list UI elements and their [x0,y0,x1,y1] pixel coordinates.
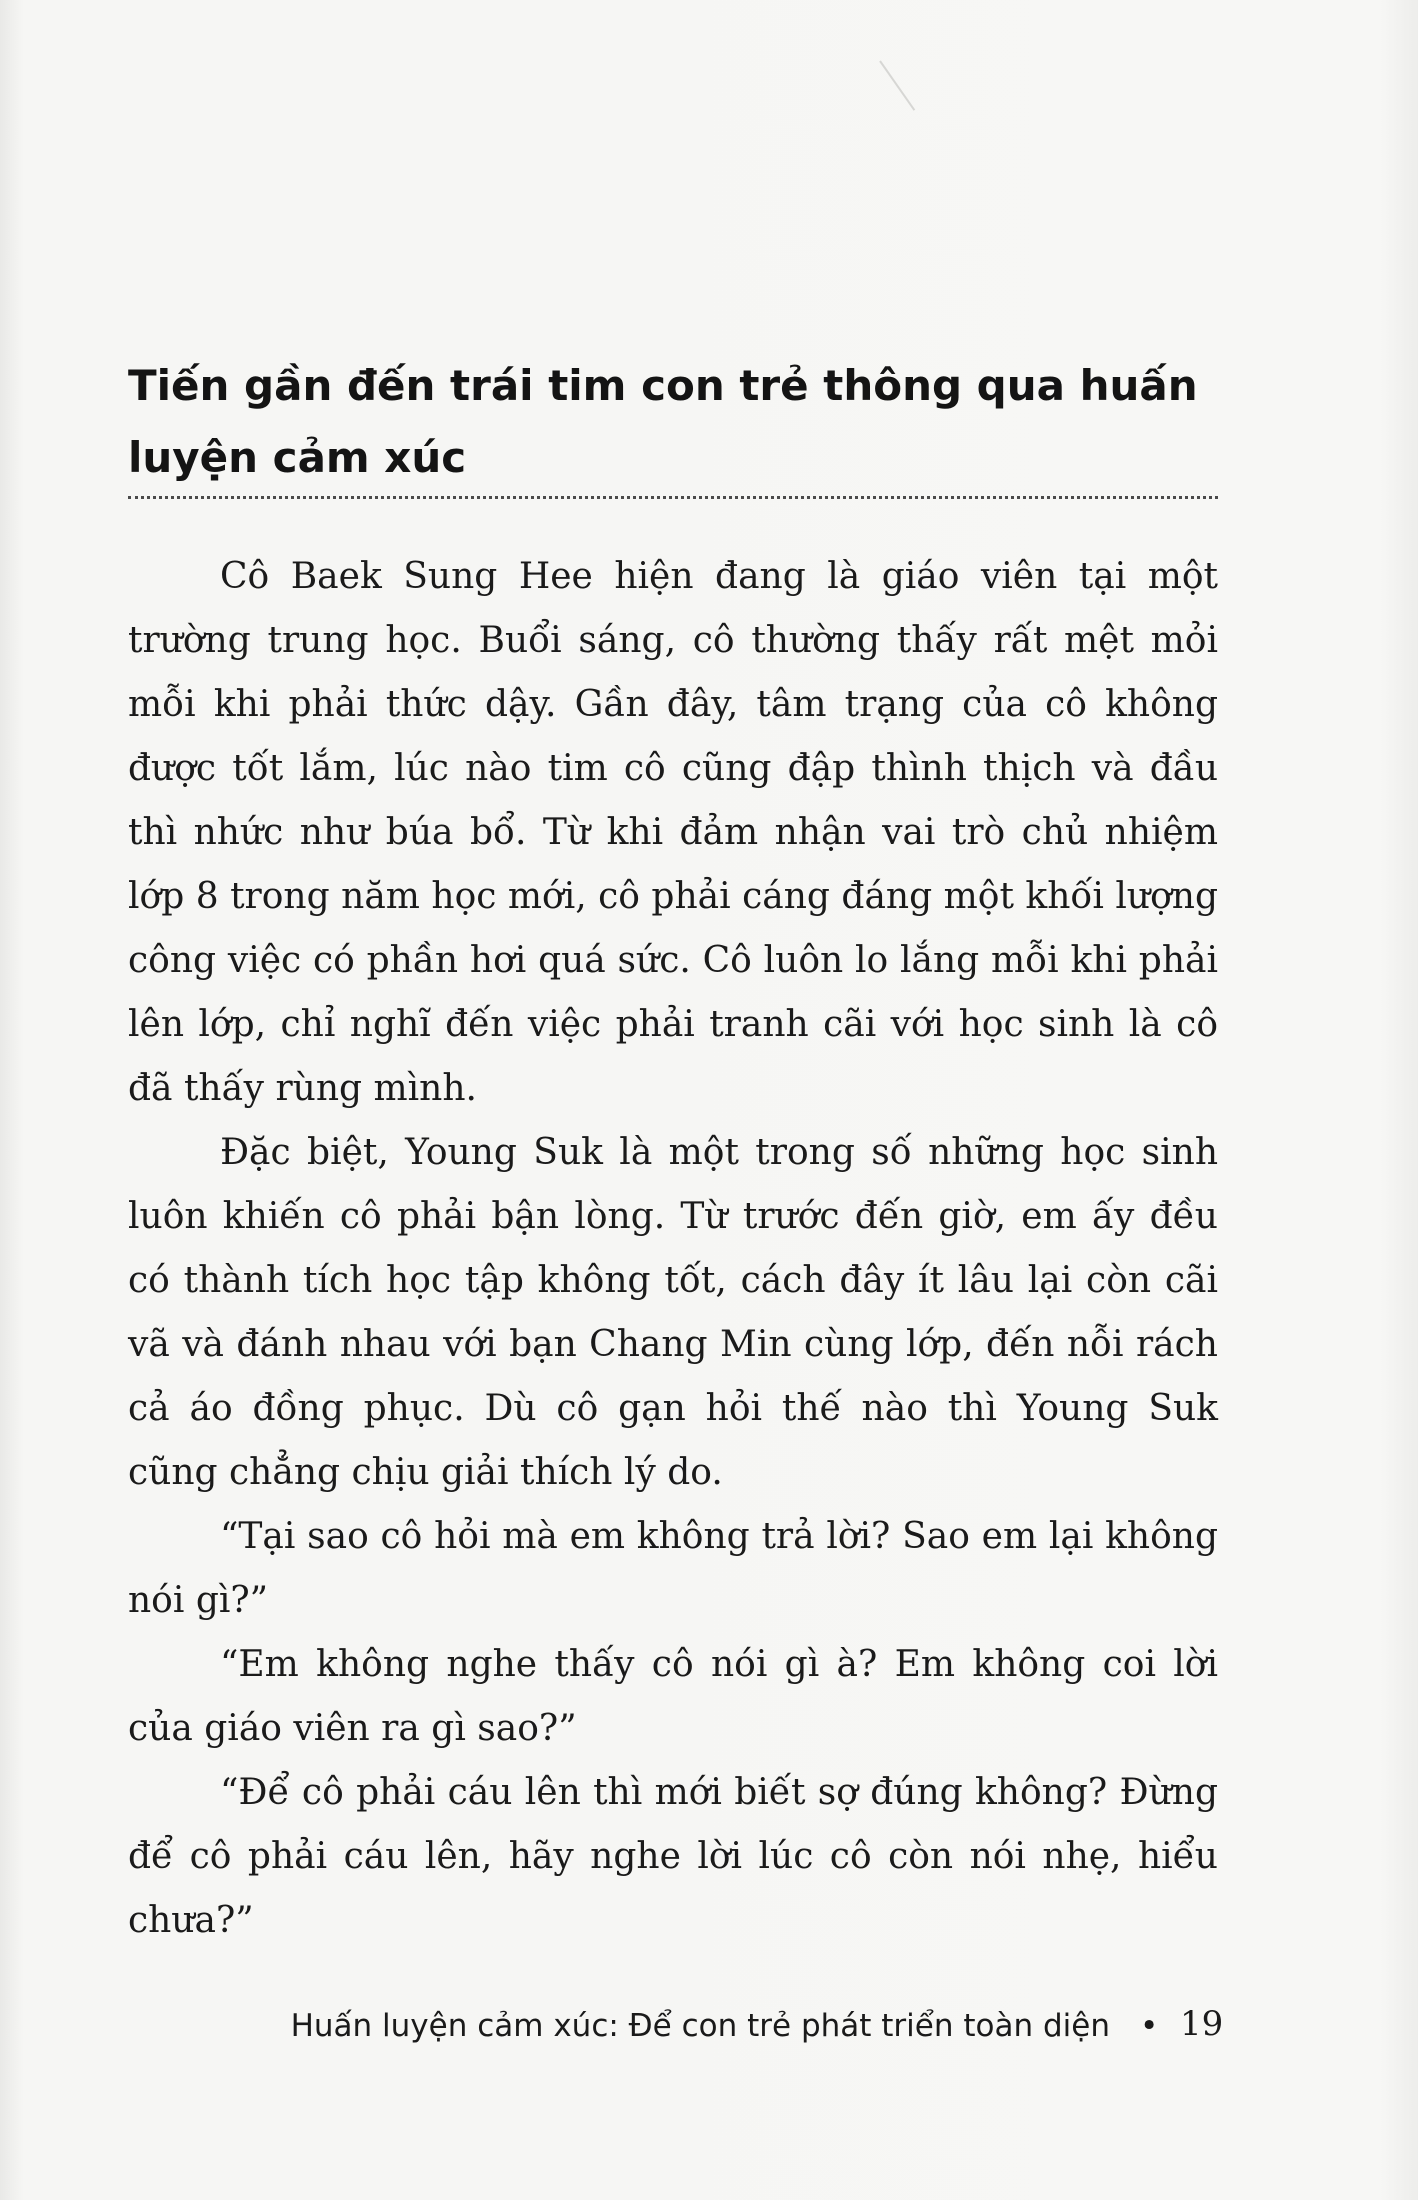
paragraph: “Em không nghe thấy cô nói gì à? Em không coi lời của giáo viên ra gì sao?” [128,1644,1218,1749]
section-heading: Tiến gần đến trái tim con trẻ thông qua huấn luyện cảm xúc [128,361,1198,482]
paragraph: “Tại sao cô hỏi mà em không trả lời? Sao em lại không nói gì?” [128,1516,1218,1621]
paper-scratch-mark [879,60,915,110]
footer-bullet: • [1140,2008,1159,2044]
paragraph: Cô Baek Sung Hee hiện đang là giáo viên tại một trường trung học. Buổi sáng, cô thường thấy rất mệt mỏi mỗi khi phải thức dậy. Gần đây, tâm trạng của cô không được tốt lắm, lúc nào tim cô cũng đập thình thịch và đầu thì nhức như búa bổ. Từ khi đảm nhận vai trò chủ nhiệm lớp 8 trong năm học mới, cô phải cáng đáng một khối lượng công việc có phần hơi quá sức. Cô luôn lo lắng mỗi khi phải lên lớp, chỉ nghĩ đến việc phải tranh cãi với học sinh là cô đã thấy rùng mình. [128,556,1218,1109]
page-footer [0,2000,1418,2060]
running-footer-title: Huấn luyện cảm xúc: Để con trẻ phát triển toàn diện [290,2008,1110,2044]
page-number: 19 [1180,2004,1224,2044]
body-text [128,545,1218,1953]
paragraph: “Để cô phải cáu lên thì mới biết sợ đúng không? Đừng để cô phải cáu lên, hãy nghe lời lúc cô còn nói nhẹ, hiểu chưa?” [128,1772,1218,1941]
dotted-divider [128,496,1218,499]
paragraph: Đặc biệt, Young Suk là một trong số những học sinh luôn khiến cô phải bận lòng. Từ trước đến giờ, em ấy đều có thành tích học tập không tốt, cách đây ít lâu lại còn cãi vã và đánh nhau với bạn Chang Min cùng lớp, đến nỗi rách cả áo đồng phục. Dù cô gạn hỏi thế nào thì Young Suk cũng chẳng chịu giải thích lý do. [128,1132,1218,1493]
